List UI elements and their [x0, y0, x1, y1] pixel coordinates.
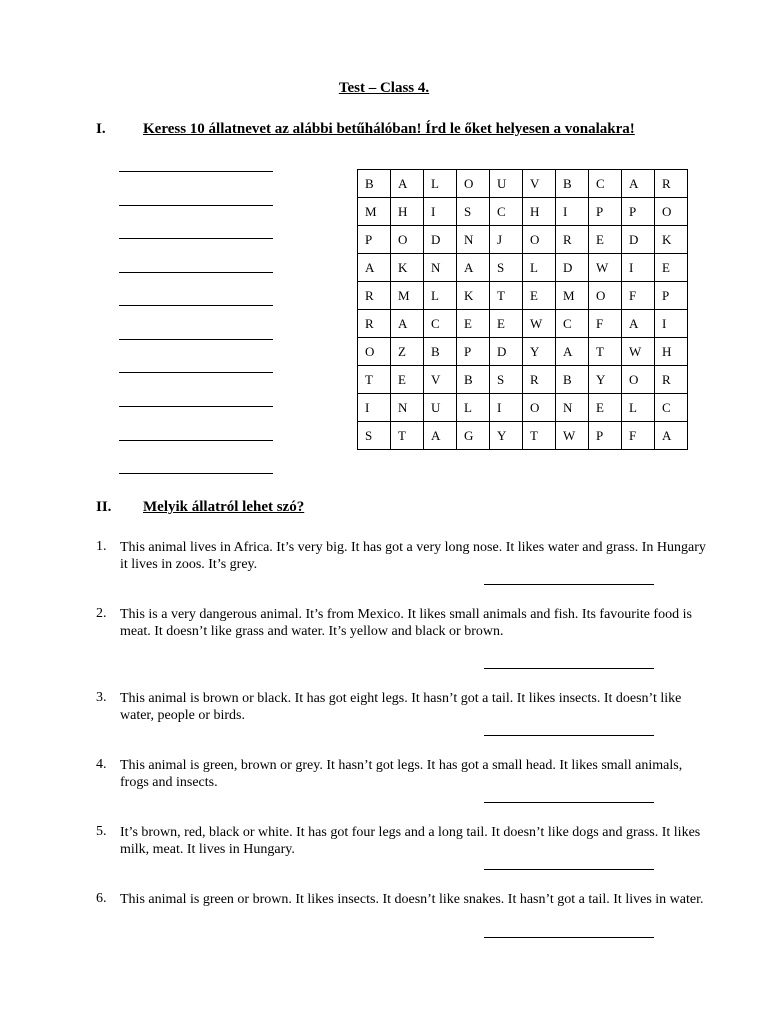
grid-cell[interactable]: Y: [523, 338, 556, 366]
grid-cell[interactable]: V: [523, 170, 556, 198]
question-number: 5.: [96, 824, 107, 839]
grid-cell[interactable]: L: [424, 170, 457, 198]
answer-line[interactable]: [484, 584, 654, 585]
grid-cell[interactable]: W: [523, 310, 556, 338]
grid-cell[interactable]: A: [556, 338, 589, 366]
answer-line[interactable]: [484, 937, 654, 938]
grid-cell[interactable]: P: [589, 198, 622, 226]
grid-cell[interactable]: S: [358, 422, 391, 450]
grid-cell[interactable]: I: [358, 394, 391, 422]
grid-cell[interactable]: S: [457, 198, 490, 226]
answer-line[interactable]: [484, 668, 654, 669]
grid-cell[interactable]: S: [490, 366, 523, 394]
word-search-grid: [357, 169, 688, 450]
answer-line-3[interactable]: [119, 238, 273, 239]
grid-cell[interactable]: D: [622, 226, 655, 254]
grid-cell[interactable]: O: [589, 282, 622, 310]
grid-cell[interactable]: F: [589, 310, 622, 338]
grid-cell[interactable]: Y: [490, 422, 523, 450]
grid-cell[interactable]: C: [556, 310, 589, 338]
grid-cell[interactable]: C: [490, 198, 523, 226]
grid-cell[interactable]: R: [655, 170, 688, 198]
grid-cell[interactable]: O: [622, 366, 655, 394]
grid-cell[interactable]: T: [523, 422, 556, 450]
grid-cell[interactable]: L: [457, 394, 490, 422]
grid-cell[interactable]: O: [358, 338, 391, 366]
grid-row: [358, 170, 688, 198]
question-text: This animal is green or brown. It likes insects. It doesn’t like snakes. It hasn’t got a tail. It lives in water.: [120, 892, 704, 907]
grid-cell[interactable]: F: [622, 282, 655, 310]
answer-line[interactable]: [484, 869, 654, 870]
grid-cell[interactable]: M: [391, 282, 424, 310]
grid-cell[interactable]: E: [457, 310, 490, 338]
grid-cell[interactable]: P: [589, 422, 622, 450]
grid-cell[interactable]: B: [424, 338, 457, 366]
grid-cell[interactable]: U: [490, 170, 523, 198]
grid-cell[interactable]: C: [589, 170, 622, 198]
grid-cell[interactable]: M: [556, 282, 589, 310]
grid-cell[interactable]: O: [655, 198, 688, 226]
question-text: This is a very dangerous animal. It’s from Mexico. It likes small animals and fish. Its favourite food is meat. It doesn’t like grass and water. It’s yellow and black or brown.: [120, 607, 692, 639]
question-text: This animal is brown or black. It has got eight legs. It hasn’t got a tail. It likes insects. It doesn’t like water, people or birds.: [120, 691, 682, 723]
grid-cell[interactable]: G: [457, 422, 490, 450]
grid-cell[interactable]: P: [622, 198, 655, 226]
grid-cell[interactable]: A: [391, 170, 424, 198]
question-text: This animal is green, brown or grey. It hasn’t got legs. It has got a small head. It likes small animals, frogs and insects.: [120, 758, 683, 790]
grid-cell[interactable]: E: [589, 394, 622, 422]
grid-cell[interactable]: T: [490, 282, 523, 310]
grid-cell[interactable]: H: [391, 198, 424, 226]
grid-cell[interactable]: E: [391, 366, 424, 394]
grid-cell[interactable]: B: [358, 170, 391, 198]
grid-cell[interactable]: B: [556, 366, 589, 394]
grid-cell[interactable]: D: [424, 226, 457, 254]
grid-cell[interactable]: N: [391, 394, 424, 422]
grid-row: [358, 282, 688, 310]
grid-cell[interactable]: O: [391, 226, 424, 254]
answer-line-10[interactable]: [119, 473, 273, 474]
grid-row: [358, 366, 688, 394]
section-1-instruction: Keress 10 állatnevet az alábbi betűhálóban! Írd le őket helyesen a vonalakra!: [143, 121, 635, 137]
grid-cell[interactable]: B: [556, 170, 589, 198]
grid-cell[interactable]: S: [490, 254, 523, 282]
grid-cell[interactable]: Y: [589, 366, 622, 394]
grid-cell[interactable]: J: [490, 226, 523, 254]
grid-cell[interactable]: E: [589, 226, 622, 254]
grid-row: [358, 338, 688, 366]
grid-cell[interactable]: T: [589, 338, 622, 366]
grid-cell[interactable]: M: [358, 198, 391, 226]
grid-cell[interactable]: P: [655, 282, 688, 310]
grid-cell[interactable]: A: [622, 170, 655, 198]
grid-cell[interactable]: A: [655, 422, 688, 450]
grid-cell[interactable]: K: [457, 282, 490, 310]
grid-cell[interactable]: A: [622, 310, 655, 338]
grid-cell[interactable]: A: [391, 310, 424, 338]
question-number: 1.: [96, 539, 107, 554]
grid-cell[interactable]: E: [655, 254, 688, 282]
grid-cell[interactable]: H: [523, 198, 556, 226]
answer-line-2[interactable]: [119, 205, 273, 206]
grid-cell[interactable]: W: [622, 338, 655, 366]
grid-cell[interactable]: N: [424, 254, 457, 282]
grid-row: [358, 226, 688, 254]
grid-cell[interactable]: P: [457, 338, 490, 366]
answer-line-9[interactable]: [119, 440, 273, 441]
grid-cell[interactable]: W: [589, 254, 622, 282]
grid-cell[interactable]: I: [424, 198, 457, 226]
answer-line-4[interactable]: [119, 272, 273, 273]
grid-cell[interactable]: D: [490, 338, 523, 366]
grid-cell[interactable]: U: [424, 394, 457, 422]
grid-row: [358, 198, 688, 226]
page-title: Test – Class 4.: [338, 80, 430, 96]
grid-cell[interactable]: Z: [391, 338, 424, 366]
grid-cell[interactable]: T: [391, 422, 424, 450]
grid-cell[interactable]: R: [523, 366, 556, 394]
question-text: It’s brown, red, black or white. It has got four legs and a long tail. It doesn’t like dogs and grass. It likes milk, meat. It lives in Hungary.: [120, 825, 701, 857]
grid-cell[interactable]: R: [358, 282, 391, 310]
grid-cell[interactable]: W: [556, 422, 589, 450]
answer-line-6[interactable]: [119, 339, 273, 340]
grid-cell[interactable]: I: [556, 198, 589, 226]
grid-cell[interactable]: L: [424, 282, 457, 310]
grid-row: [358, 422, 688, 450]
answer-line-5[interactable]: [119, 305, 273, 306]
grid-cell[interactable]: V: [424, 366, 457, 394]
grid-cell[interactable]: K: [391, 254, 424, 282]
question-text: This animal lives in Africa. It’s very big. It has got a very long nose. It likes water and grass. In Hungary it lives in zoos. It’s grey.: [120, 540, 706, 572]
grid-cell[interactable]: R: [556, 226, 589, 254]
section-1-number: I.: [96, 121, 106, 137]
grid-cell[interactable]: K: [655, 226, 688, 254]
grid-cell[interactable]: D: [556, 254, 589, 282]
grid-cell[interactable]: E: [523, 282, 556, 310]
section-2-number: II.: [96, 499, 112, 515]
question-number: 2.: [96, 606, 107, 621]
answer-line[interactable]: [484, 802, 654, 803]
grid-cell[interactable]: A: [358, 254, 391, 282]
question-number: 6.: [96, 891, 107, 906]
question-number: 4.: [96, 757, 107, 772]
grid-cell[interactable]: A: [424, 422, 457, 450]
grid-cell[interactable]: F: [622, 422, 655, 450]
grid-cell[interactable]: L: [523, 254, 556, 282]
grid-cell[interactable]: R: [655, 366, 688, 394]
grid-cell[interactable]: C: [424, 310, 457, 338]
answer-line-1[interactable]: [119, 171, 273, 172]
grid-row: [358, 254, 688, 282]
grid-cell[interactable]: C: [655, 394, 688, 422]
grid-cell[interactable]: O: [523, 226, 556, 254]
grid-cell[interactable]: P: [358, 226, 391, 254]
grid-cell[interactable]: N: [457, 226, 490, 254]
grid-cell[interactable]: E: [490, 310, 523, 338]
grid-cell[interactable]: O: [523, 394, 556, 422]
answer-line[interactable]: [484, 735, 654, 736]
grid-row: [358, 394, 688, 422]
grid-cell[interactable]: O: [457, 170, 490, 198]
grid-cell[interactable]: I: [655, 310, 688, 338]
grid-cell[interactable]: B: [457, 366, 490, 394]
section-2-instruction: Melyik állatról lehet szó?: [143, 499, 305, 515]
grid-cell[interactable]: N: [556, 394, 589, 422]
grid-cell[interactable]: I: [490, 394, 523, 422]
grid-cell[interactable]: R: [358, 310, 391, 338]
answer-line-8[interactable]: [119, 406, 273, 407]
answer-line-7[interactable]: [119, 372, 273, 373]
grid-cell[interactable]: A: [457, 254, 490, 282]
grid-cell[interactable]: L: [622, 394, 655, 422]
grid-cell[interactable]: H: [655, 338, 688, 366]
grid-row: [358, 310, 688, 338]
question-number: 3.: [96, 690, 107, 705]
grid-cell[interactable]: I: [622, 254, 655, 282]
grid-cell[interactable]: T: [358, 366, 391, 394]
